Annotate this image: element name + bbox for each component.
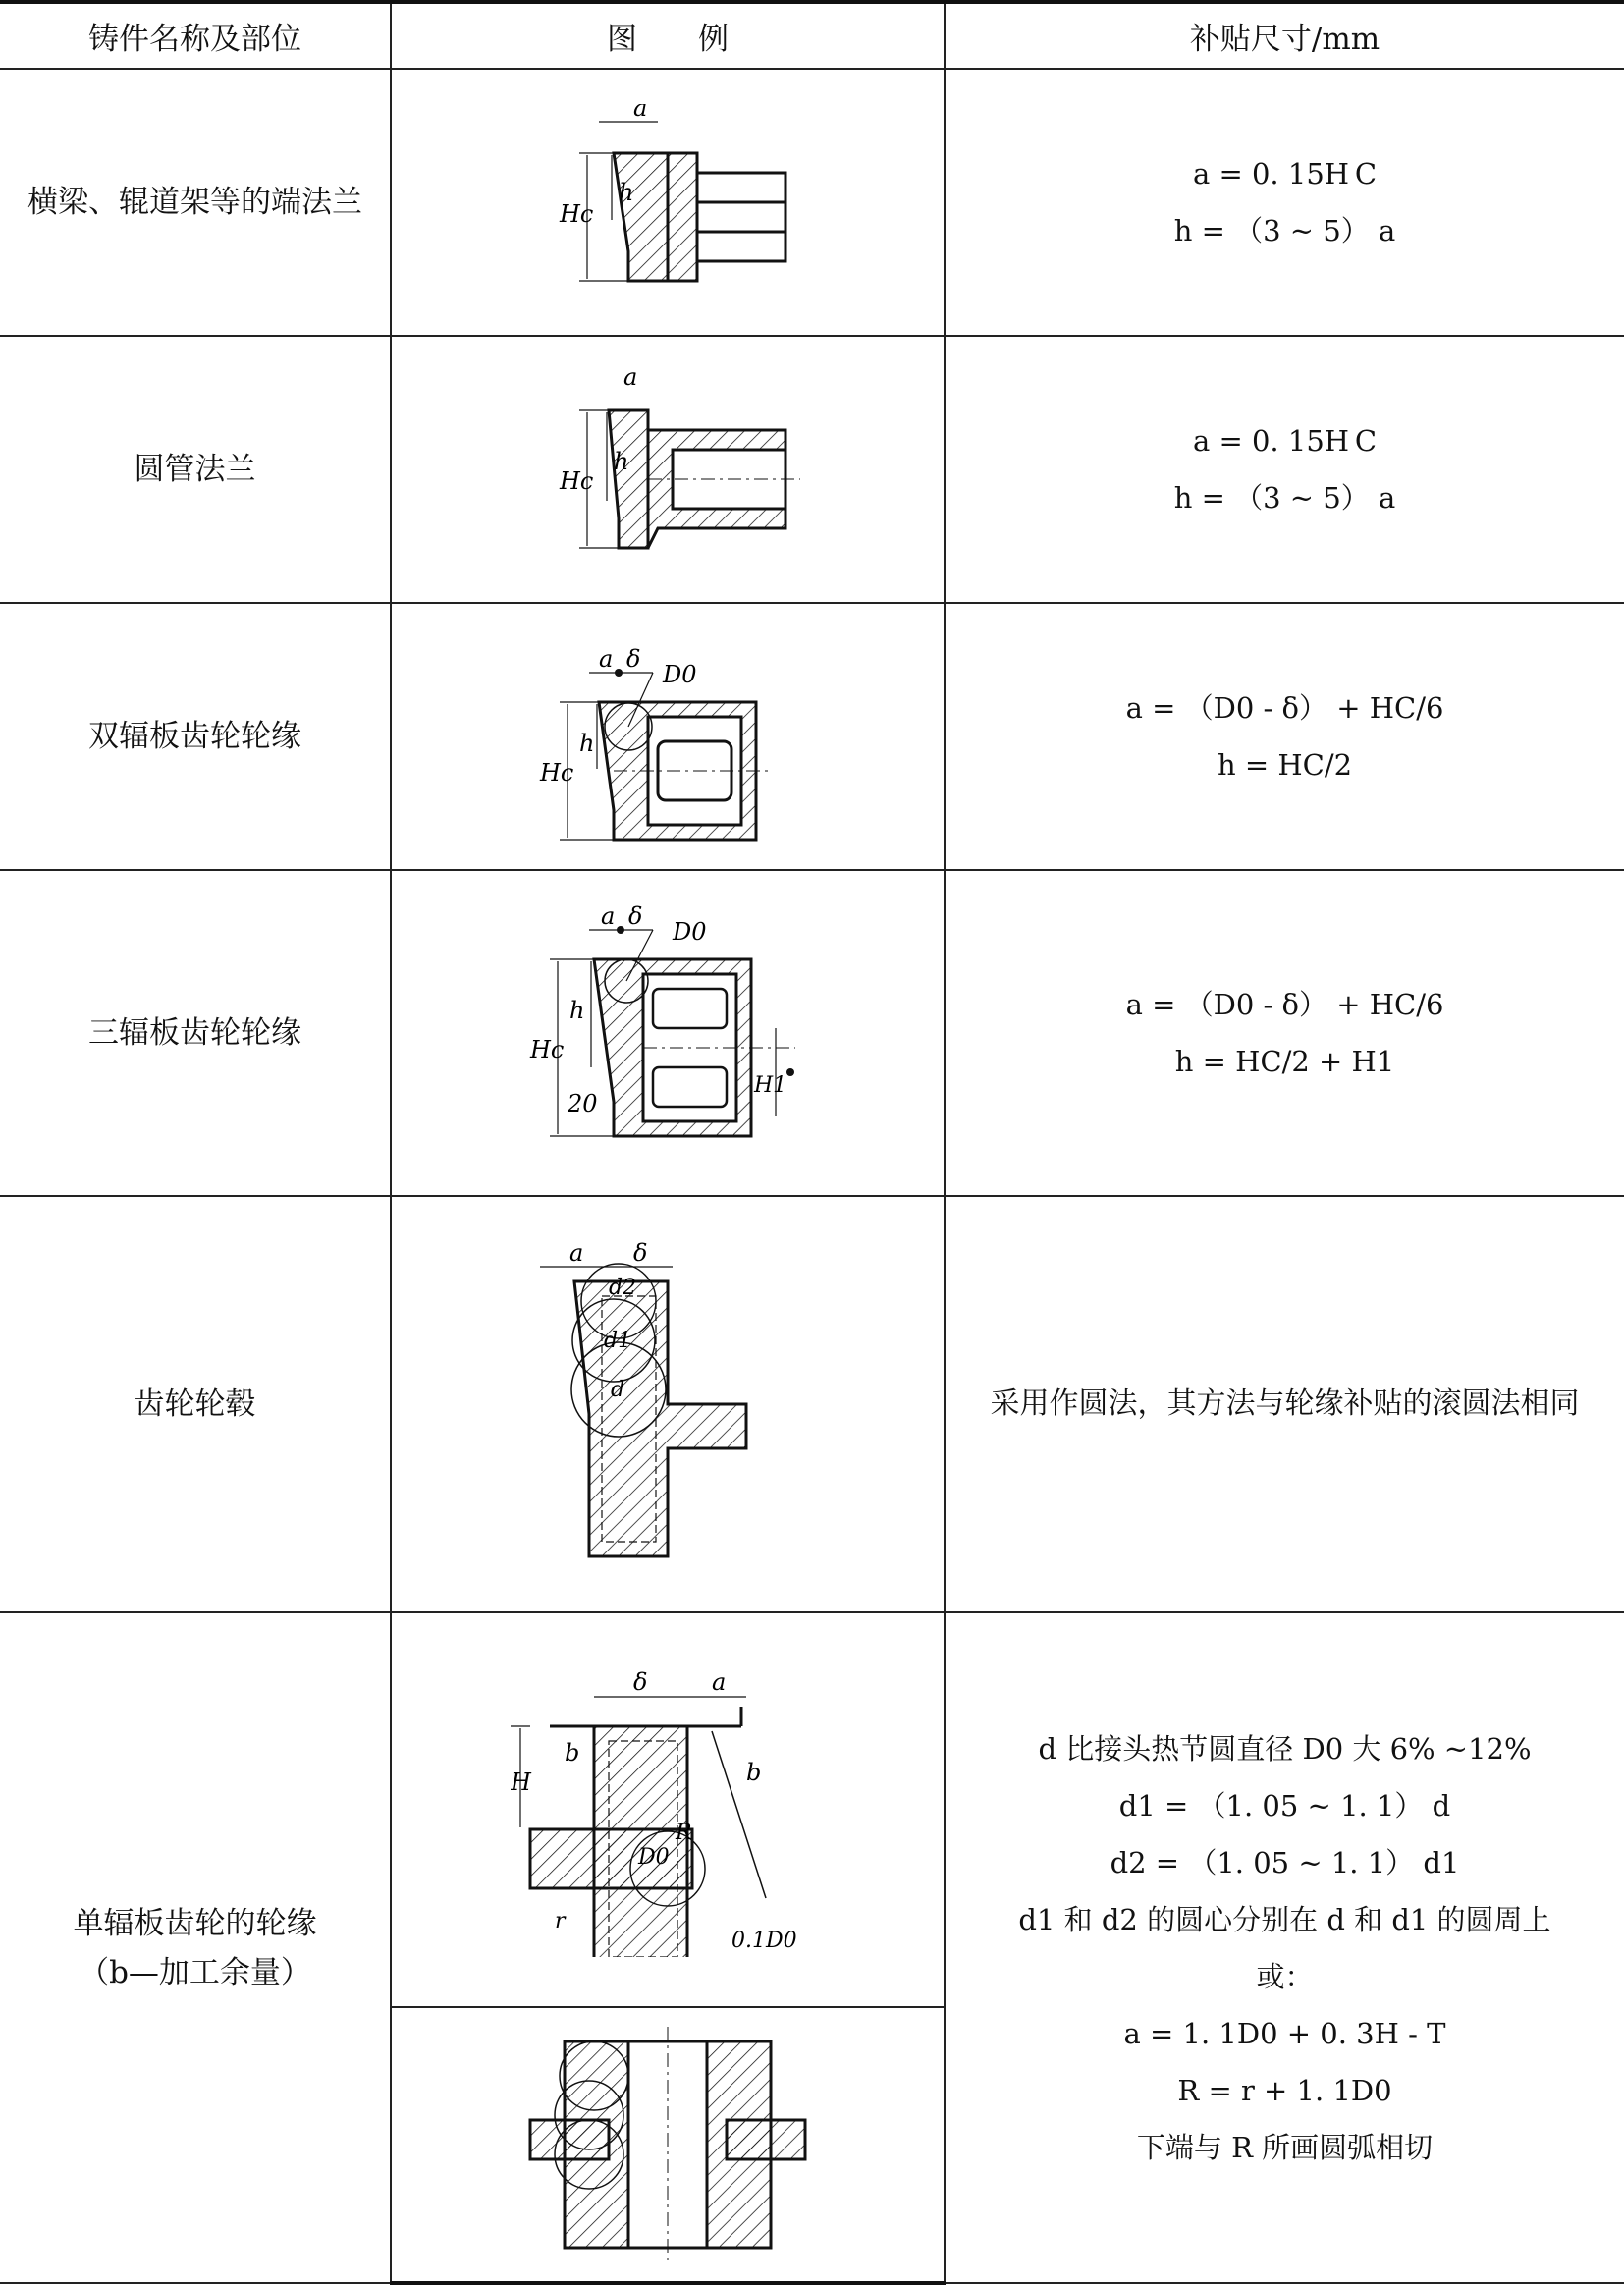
table-row xyxy=(0,1196,1624,1612)
row-name-line1: 单辐板齿轮的轮缘 xyxy=(73,1905,317,1941)
formula-line: d2 = （1. 05 ~ 1. 1） d1 xyxy=(1110,1845,1460,1879)
label-d0: D0 xyxy=(673,918,707,946)
label-delta: δ xyxy=(628,902,643,930)
pipe-flange-diagram xyxy=(520,371,815,568)
row-figure xyxy=(391,603,945,870)
row-formulas xyxy=(945,1196,1624,1612)
header-name: 铸件名称及部位 xyxy=(0,2,391,69)
label-a: a xyxy=(569,1239,584,1267)
table-row xyxy=(0,69,1624,336)
row-figure-upper xyxy=(391,1612,945,2007)
table-row xyxy=(0,603,1624,870)
label-b-left: b xyxy=(565,1739,580,1767)
row-figure xyxy=(391,69,945,336)
label-h: h xyxy=(614,448,629,475)
label-hc: Hc xyxy=(560,467,594,495)
single-web-gear-rim-diagram xyxy=(511,1662,825,1957)
row-name-line2: （b—加工余量） xyxy=(79,1954,311,1990)
label-d2: d2 xyxy=(609,1276,637,1300)
label-r-big: R xyxy=(676,1821,692,1845)
row-figure xyxy=(391,336,945,603)
formula-line: a = 0. 15H C xyxy=(1192,157,1378,190)
label-twenty: 20 xyxy=(568,1090,598,1117)
header-row xyxy=(0,2,1624,69)
label-hc: Hc xyxy=(540,759,574,787)
end-flange-diagram xyxy=(520,104,815,300)
label-delta: δ xyxy=(633,1239,648,1267)
table-row xyxy=(0,336,1624,603)
row-formulas xyxy=(945,69,1624,336)
label-hc: Hc xyxy=(560,200,594,228)
row-name: 齿轮轮毂 xyxy=(0,1196,391,1612)
row-name: 双辐板齿轮轮缘 xyxy=(0,603,391,870)
formula-line: R = r + 1. 1D0 xyxy=(1177,2073,1392,2107)
label-d1: d1 xyxy=(604,1329,632,1353)
formula-line: d1 和 d2 的圆心分别在 d 和 d1 的圆周上 xyxy=(1018,1902,1551,1936)
row-name: 三辐板齿轮轮缘 xyxy=(0,870,391,1196)
label-d: d xyxy=(611,1378,625,1402)
label-a: a xyxy=(623,371,638,391)
label-r-small: r xyxy=(555,1909,566,1933)
gear-hub-diagram xyxy=(520,1237,815,1571)
row-formulas xyxy=(945,870,1624,1196)
row-figure-lower xyxy=(391,2007,945,2283)
label-delta: δ xyxy=(633,1668,648,1696)
label-delta: δ xyxy=(626,645,641,673)
formula-line: a = （D0 - δ） + HC/6 xyxy=(1125,691,1444,725)
label-h1: H1 xyxy=(754,1073,787,1098)
row-formulas xyxy=(945,603,1624,870)
header-figure: 图 例 xyxy=(391,2,945,69)
formula-line: h = （3 ~ 5） a xyxy=(1173,214,1396,247)
table-row xyxy=(0,870,1624,1196)
label-a: a xyxy=(599,645,614,673)
label-b-right: b xyxy=(746,1759,762,1786)
label-d0: D0 xyxy=(638,1845,670,1870)
label-hc: Hc xyxy=(530,1036,565,1063)
label-h: h xyxy=(569,997,585,1024)
row-name xyxy=(0,1612,391,2283)
row-formulas xyxy=(945,1612,1624,2283)
table-row xyxy=(0,1612,1624,2007)
formula-line: 采用作圆法，其方法与轮缘补贴的滚圆法相同 xyxy=(990,1387,1580,1421)
triple-web-gear-rim-diagram xyxy=(511,891,825,1175)
row-name: 圆管法兰 xyxy=(0,336,391,603)
label-pt1d0: 0.1D0 xyxy=(731,1929,797,1953)
formula-line: h = HC/2 xyxy=(1217,748,1353,782)
label-a: a xyxy=(712,1668,727,1696)
label-a: a xyxy=(633,104,648,122)
formula-line: h = HC/2 + H1 xyxy=(1174,1045,1395,1078)
formula-line: d1 = （1. 05 ~ 1. 1） d xyxy=(1118,1788,1451,1823)
row-formulas xyxy=(945,336,1624,603)
label-h: h xyxy=(619,179,634,206)
row-name: 横梁、辊道架等的端法兰 xyxy=(0,69,391,336)
row-figure xyxy=(391,870,945,1196)
label-h: H xyxy=(511,1768,531,1796)
header-dimensions: 补贴尺寸/mm xyxy=(945,2,1624,69)
label-d0: D0 xyxy=(663,661,697,688)
single-web-gear-rim-section-diagram xyxy=(511,2022,825,2267)
row-figure xyxy=(391,1196,945,1612)
formula-line: a = （D0 - δ） + HC/6 xyxy=(1125,988,1444,1021)
formula-line: 或： xyxy=(1256,1959,1314,1993)
formula-line: 下端与 R 所画圆弧相切 xyxy=(1136,2130,1434,2164)
formula-line: d 比接头热节圆直径 D0 大 6% ~12% xyxy=(1038,1731,1532,1766)
double-web-gear-rim-diagram xyxy=(520,624,815,849)
formula-line: a = 0. 15H C xyxy=(1192,424,1378,458)
label-h: h xyxy=(579,730,595,757)
formula-line: h = （3 ~ 5） a xyxy=(1173,481,1396,515)
formula-line: a = 1. 1D0 + 0. 3H - T xyxy=(1123,2016,1446,2050)
label-a: a xyxy=(601,902,616,930)
